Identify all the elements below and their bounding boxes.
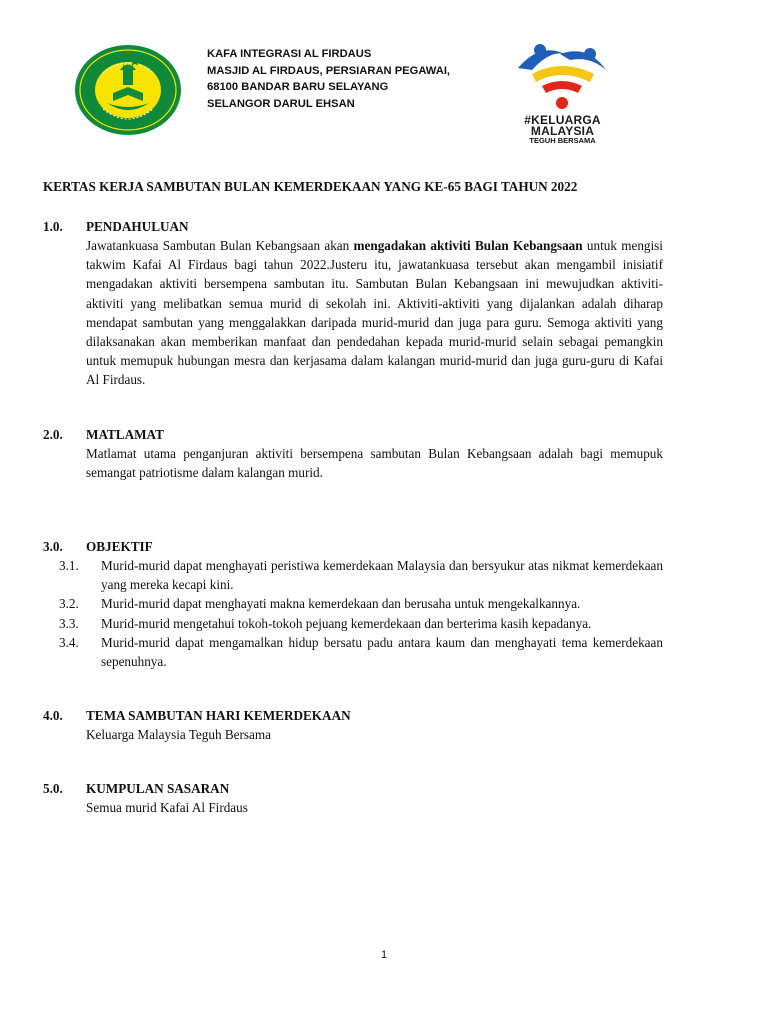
section-paragraph: Keluarga Malaysia Teguh Bersama [86, 727, 271, 743]
objective-list [59, 556, 663, 671]
section-heading [43, 218, 663, 236]
section-objektif [43, 538, 663, 671]
logo-country: MALAYSIA [530, 124, 595, 138]
logo-tagline: TEGUH BERSAMA [529, 136, 596, 145]
institution-address [207, 46, 450, 112]
section-number: 1.0. [43, 219, 63, 234]
section-title: OBJEKTIF [86, 539, 153, 555]
institution-line: MASJID AL FIRDAUS, PERSIARAN PEGAWAI, [207, 64, 451, 77]
objective-item [59, 614, 663, 633]
section-number: 5.0. [43, 781, 63, 797]
institution-line: KAFA INTEGRASI AL FIRDAUS [207, 48, 372, 60]
document-body [43, 178, 663, 818]
section-title: PENDAHULUAN [86, 219, 189, 234]
keluarga-malaysia-logo [510, 40, 615, 150]
section-number: 4.0. [43, 708, 63, 724]
section-heading [43, 707, 663, 725]
institution-line: 68100 BANDAR BARU SELAYANG [207, 81, 389, 93]
objective-number: 3.3. [59, 615, 79, 631]
section-heading [43, 780, 663, 798]
objective-text: Murid-murid dapat mengamalkan hidup bersatu padu antara kaum dan menghayati tema kemerdekaan sepenuhnya. [101, 634, 663, 670]
document-title: KERTAS KERJA SAMBUTAN BULAN KEMERDEKAAN YANG KE-65 BAGI TAHUN 2022 [43, 179, 578, 194]
paragraph-text: Jawatankuasa Sambutan Bulan Kebangsaan akan [86, 238, 354, 253]
objective-number: 3.1. [59, 558, 79, 574]
objective-item [59, 594, 663, 613]
section-kumpulan-sasaran [43, 780, 663, 817]
objective-text: Murid-murid mengetahui tokoh-tokoh pejuang kemerdekaan dan berterima kasih kepadanya. [101, 615, 592, 631]
objective-item [59, 556, 663, 594]
logo-hashtag: #KELUARGA [524, 113, 601, 127]
section-tema [43, 707, 663, 744]
section-title: TEMA SAMBUTAN HARI KEMERDEKAAN [86, 708, 351, 724]
section-paragraph: Matlamat utama penganjuran aktiviti bersempena sambutan Bulan Kebangsaan adalah bagi memupuk semangat patriotisme dalam kalangan murid. [86, 445, 663, 480]
section-number: 2.0. [43, 426, 63, 442]
kafa-seal-logo [73, 43, 183, 143]
paragraph-text: untuk mengisi takwim Kafai Al Firdaus bagi tahun 2022.Justeru itu, jawatankuasa tersebut akan mengambil inisiatif mengadakan aktiviti bersempena sambutan itu. Sambutan Bulan Kebangsaan ini mewujudkan aktiviti-aktiviti yang melibatkan semua murid di sekolah ini. Aktiviti-aktiviti yang dijalankan adalah diharap mendapat sambutan yang menggalakkan daripada murid-murid dan juga para guru. Semoga aktiviti yang dilaksanakan akan memberikan manfaat dan pendedahan kepada murid-murid selain sebagai pemangkin untuk memupuk hubungan mesra dan kerjasama dalam kalangan murid-murid dan juga guru-guru di Kafai Al Firdaus. [86, 238, 663, 388]
paragraph-bold-text: mengadakan aktiviti Bulan Kebangsaan [353, 238, 583, 253]
page-number: 1 [380, 949, 388, 961]
section-paragraph: Semua murid Kafai Al Firdaus [86, 800, 248, 816]
objective-item [59, 633, 663, 671]
section-pendahuluan [43, 218, 663, 390]
section-heading [43, 538, 663, 556]
objective-text: Murid-murid dapat menghayati makna kemerdekaan dan berusaha untuk mengekalkannya. [101, 596, 581, 612]
objective-number: 3.4. [59, 634, 79, 650]
section-title: KUMPULAN SASARAN [86, 781, 230, 797]
objective-number: 3.2. [59, 596, 79, 612]
letterhead [0, 0, 768, 160]
section-matlamat [43, 426, 663, 482]
section-heading [43, 426, 663, 444]
objective-text: Murid-murid dapat menghayati peristiwa kemerdekaan Malaysia dan bersyukur atas nikmat kemerdekaan yang mereka kecapi kini. [101, 558, 663, 593]
section-number: 3.0. [43, 539, 63, 555]
section-title: MATLAMAT [86, 426, 164, 442]
section-paragraph [86, 236, 663, 390]
institution-line: SELANGOR DARUL EHSAN [207, 97, 355, 110]
